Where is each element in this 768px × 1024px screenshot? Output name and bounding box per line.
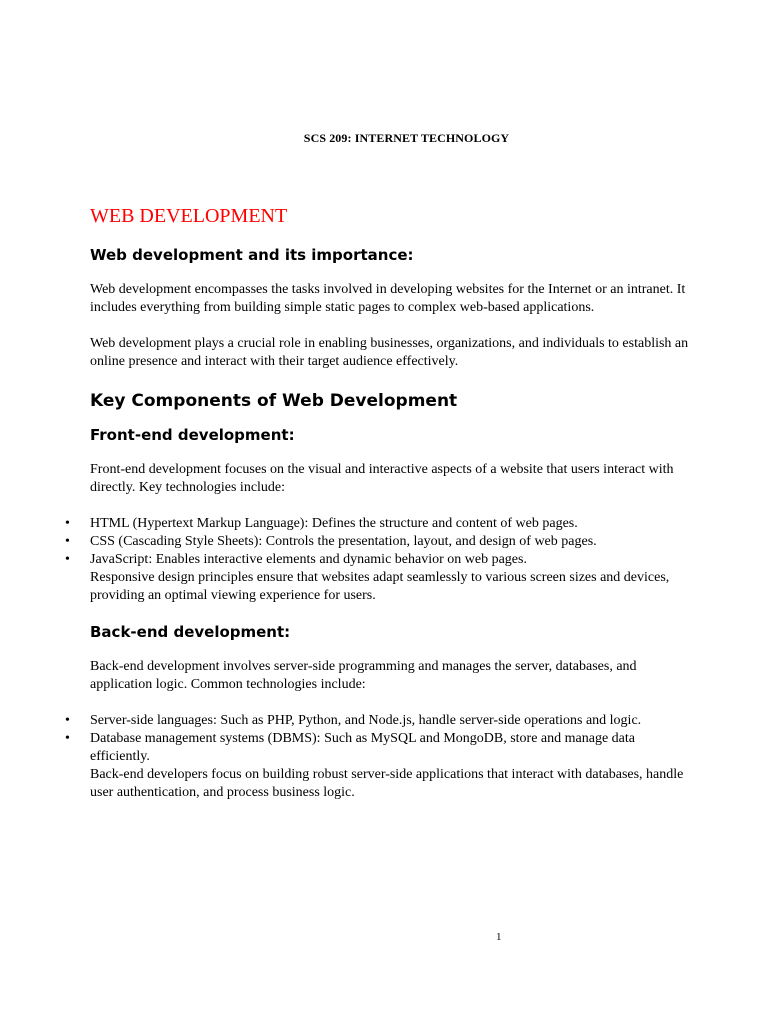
course-header: SCS 209: INTERNET TECHNOLOGY xyxy=(303,131,510,145)
paragraph-backend-intro: Back-end development involves server-side programming and manages the server, databases, and application logic. Common technologies include: xyxy=(90,659,637,692)
backend-bullet-list xyxy=(65,712,690,766)
page-number: 1 xyxy=(496,931,502,943)
list-item xyxy=(65,712,690,730)
list-item xyxy=(65,551,690,569)
paragraph-intro-2: Web development plays a crucial role in enabling businesses, organizations, and individuals to establish an online presence and interact with their target audience effectively. xyxy=(90,336,689,369)
paragraph-intro-1: Web development encompasses the tasks involved in developing websites for the Internet or an intranet. It includes everything from building simple static pages to complex web-based applications. xyxy=(90,282,686,315)
document-body xyxy=(65,205,690,820)
bullet-marker: • xyxy=(65,534,70,549)
list-item-text: HTML (Hypertext Markup Language): Defines the structure and content of web pages. xyxy=(90,516,578,531)
list-item-text: JavaScript: Enables interactive elements and dynamic behavior on web pages. xyxy=(90,552,527,567)
section-heading-key-components: Key Components of Web Development xyxy=(90,391,458,411)
bullet-marker: • xyxy=(65,731,70,746)
list-item xyxy=(65,515,690,533)
list-item-text: Server-side languages: Such as PHP, Python, and Node.js, handle server-side operations and logic. xyxy=(90,713,642,728)
bullet-marker: • xyxy=(65,552,70,567)
list-item xyxy=(65,730,690,766)
list-item-text: CSS (Cascading Style Sheets): Controls the presentation, layout, and design of web pages. xyxy=(90,534,597,549)
section-heading-importance: Web development and its importance: xyxy=(90,246,414,264)
paragraph-frontend-intro: Front-end development focuses on the visual and interactive aspects of a website that users interact with directly. Key technologies include: xyxy=(90,462,674,495)
frontend-bullet-list xyxy=(65,515,690,569)
bullet-marker: • xyxy=(65,713,70,728)
paragraph-responsive-design: Responsive design principles ensure that websites adapt seamlessly to various screen sizes and devices, providing an optimal viewing experience for users. xyxy=(90,570,670,603)
paragraph-backend-developers: Back-end developers focus on building robust server-side applications that interact with databases, handle user authentication, and process business logic. xyxy=(90,767,684,800)
document-title: WEB DEVELOPMENT xyxy=(90,205,288,227)
list-item-text: Database management systems (DBMS): Such as MySQL and MongoDB, store and manage data efficiently. xyxy=(90,731,635,764)
bullet-marker: • xyxy=(65,516,70,531)
list-item xyxy=(65,533,690,551)
section-heading-backend: Back-end development: xyxy=(90,623,291,641)
section-heading-frontend: Front-end development: xyxy=(90,426,295,444)
